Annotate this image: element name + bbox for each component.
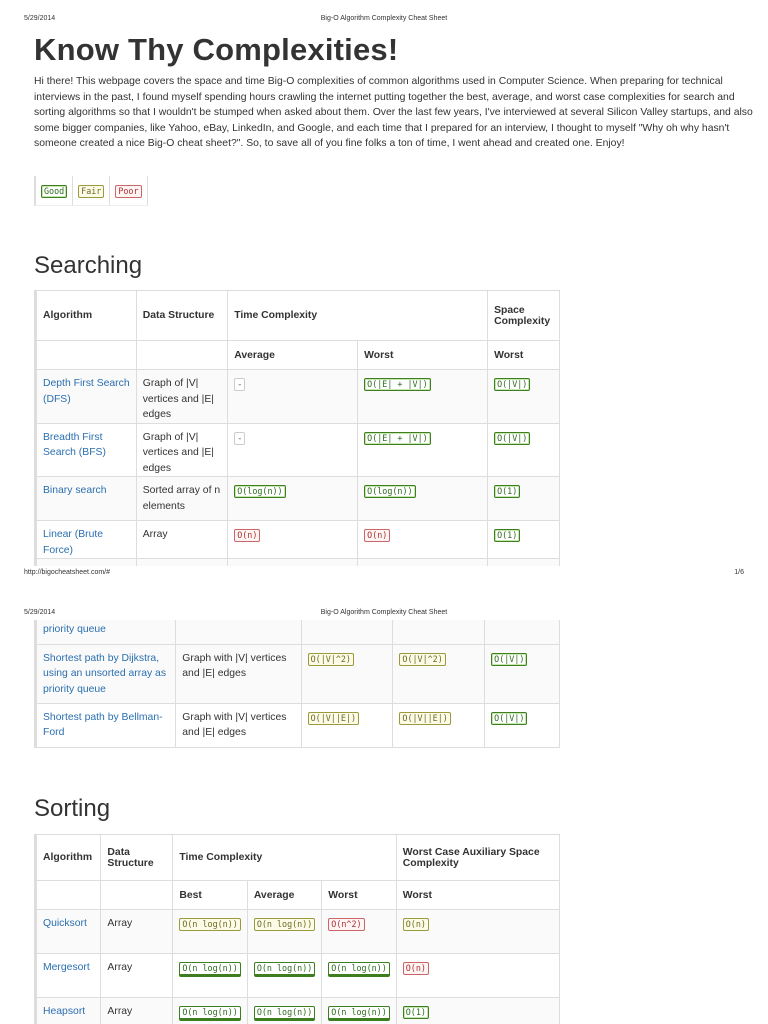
average-cell — [228, 559, 358, 567]
algorithm-cell — [36, 370, 137, 424]
th-best: Best — [173, 881, 247, 910]
worst-badge: O(n) — [364, 529, 390, 542]
algorithm-cell — [36, 644, 176, 703]
algorithm-link[interactable]: Mergesort — [43, 962, 90, 973]
algorithm-link[interactable]: Linear (Brute Force) — [43, 529, 104, 556]
th-time-complexity: Time Complexity — [228, 291, 488, 341]
table-row — [36, 370, 560, 424]
algorithm-link[interactable]: Heapsort — [43, 1006, 86, 1017]
average-badge: O(log(n)) — [234, 485, 285, 498]
worst-cell — [358, 477, 488, 521]
algorithm-link[interactable]: Quicksort — [43, 918, 87, 929]
space-cell — [485, 644, 560, 703]
th-time-complexity: Time Complexity — [173, 835, 396, 881]
th-algorithm: Algorithm — [36, 291, 137, 341]
worst-badge: O(|V||E|) — [399, 712, 450, 725]
row-cont-name — [36, 620, 176, 644]
space-cell — [396, 910, 559, 954]
print-url: http://bigocheatsheet.com/# — [24, 569, 110, 576]
table-row — [36, 423, 560, 477]
page-title: Know Thy Complexities! — [34, 32, 399, 67]
data-structure-text: Graph of |V| vertices and |E| edges — [142, 378, 214, 420]
print-date: 5/29/2014 — [24, 15, 56, 22]
average-badge: O(n log(n)) — [254, 918, 315, 931]
legend-cell-poor — [110, 176, 147, 205]
algorithm-cell — [36, 998, 101, 1024]
table-row — [36, 954, 560, 998]
best-cell — [173, 998, 247, 1024]
algorithm-cell — [36, 423, 137, 477]
data-structure-cell — [176, 644, 301, 703]
space-badge: O(1) — [403, 1006, 429, 1019]
algorithm-link[interactable]: Shortest path by Bellman-Ford — [43, 711, 163, 738]
algorithm-link[interactable]: Shortest path by Dijkstra, using an unsorted array as priority queue — [43, 652, 167, 695]
average-badge: - — [234, 432, 245, 445]
table-row — [36, 644, 560, 703]
data-structure-cell — [136, 559, 227, 567]
th-space-complexity: Worst Case Auxiliary Space Complexity — [396, 835, 559, 881]
table-row — [36, 521, 560, 559]
space-cell — [488, 423, 560, 477]
worst-badge: O(|E| + |V|) — [364, 432, 431, 445]
average-badge: O(|V|^2) — [308, 653, 354, 666]
space-badge: O(|V|) — [494, 378, 530, 391]
best-badge: O(n log(n)) — [179, 1006, 240, 1021]
average-cell — [228, 477, 358, 521]
space-badge: O(|V|) — [494, 432, 530, 445]
algorithm-cell — [36, 954, 101, 998]
page-2 — [0, 620, 768, 1024]
sorting-table — [34, 834, 560, 1024]
searching-subheader-row — [36, 341, 560, 370]
data-structure-text: Array — [107, 1006, 133, 1017]
average-cell — [247, 910, 321, 954]
data-structure-text: Array — [107, 962, 133, 973]
average-cell — [228, 423, 358, 477]
average-badge: O(|V||E|) — [308, 712, 359, 725]
average-badge: O(n log(n)) — [254, 1006, 315, 1021]
table-row — [36, 998, 560, 1024]
sorting-subheader-row — [36, 881, 560, 910]
space-badge: O(|V|) — [491, 653, 527, 666]
row-cont-cell — [176, 620, 301, 644]
space-badge: O(|V|) — [491, 712, 527, 725]
data-structure-cell — [101, 998, 173, 1024]
worst-badge: O(log(n)) — [364, 485, 415, 498]
space-badge: O(1) — [494, 485, 520, 498]
best-badge: O(n log(n)) — [179, 962, 240, 977]
data-structure-cell — [136, 521, 227, 559]
th-data-structure: Data Structure — [136, 291, 227, 341]
space-cell — [488, 521, 560, 559]
space-cell — [396, 954, 559, 998]
best-badge: O(n log(n)) — [179, 918, 240, 931]
data-structure-cell — [101, 910, 173, 954]
row-cont-cell — [301, 620, 393, 644]
print-date: 5/29/2014 — [24, 609, 56, 616]
table-row — [36, 477, 560, 521]
data-structure-text: Array — [107, 918, 133, 929]
best-cell — [173, 954, 247, 998]
data-structure-cell — [136, 423, 227, 477]
th-worst: Worst — [322, 881, 396, 910]
searching-heading: Searching — [34, 252, 143, 279]
data-structure-cell — [136, 370, 227, 424]
print-doc-title: Big-O Algorithm Complexity Cheat Sheet — [320, 609, 448, 616]
data-structure-cell — [136, 477, 227, 521]
space-cell — [396, 998, 559, 1024]
row-cont-cell — [485, 620, 560, 644]
legend-cell-good — [36, 176, 73, 205]
th-blank — [136, 341, 227, 370]
algorithm-cell — [36, 521, 137, 559]
worst-cell — [393, 644, 485, 703]
worst-cell — [393, 703, 485, 747]
worst-cell — [322, 954, 396, 998]
average-cell — [228, 521, 358, 559]
average-badge: O(n log(n)) — [254, 962, 315, 977]
space-cell — [488, 559, 560, 567]
worst-badge: O(|V|^2) — [399, 653, 445, 666]
average-cell — [301, 703, 393, 747]
searching-table-continued — [34, 620, 560, 748]
average-cell — [247, 954, 321, 998]
space-cell — [488, 370, 560, 424]
sorting-header-row — [36, 835, 560, 881]
worst-badge: O(n log(n)) — [328, 962, 389, 977]
data-structure-text: Sorted array of n elements — [142, 485, 221, 512]
algorithm-cell — [36, 559, 137, 567]
space-cell — [485, 703, 560, 747]
th-blank — [36, 341, 137, 370]
space-badge: O(n) — [403, 918, 429, 931]
sorting-heading: Sorting — [34, 795, 111, 822]
data-structure-cell — [101, 954, 173, 998]
table-row — [36, 910, 560, 954]
searching-table — [34, 290, 560, 566]
page-1 — [0, 22, 768, 566]
average-badge: - — [234, 378, 245, 391]
algorithm-link[interactable]: Binary search — [43, 485, 107, 496]
worst-cell — [358, 559, 488, 567]
worst-cell — [322, 910, 396, 954]
th-space-complexity: Space Complexity — [488, 291, 560, 341]
worst-badge: O(n log(n)) — [328, 1006, 389, 1021]
print-page-number: 1/6 — [734, 569, 744, 576]
data-structure-cell — [176, 703, 301, 747]
legend-cell-fair — [73, 176, 110, 205]
space-badge: O(1) — [494, 529, 520, 542]
th-average: Average — [228, 341, 358, 370]
average-cell — [228, 370, 358, 424]
table-row — [36, 620, 560, 644]
best-cell — [173, 910, 247, 954]
algorithm-link-cont[interactable]: priority queue — [43, 624, 106, 635]
th-space-worst: Worst — [396, 881, 559, 910]
table-row — [36, 703, 560, 747]
algorithm-cell — [36, 703, 176, 747]
table-row — [36, 559, 560, 567]
data-structure-text: Graph of |V| vertices and |E| edges — [142, 431, 214, 474]
algorithm-link[interactable]: Depth First Search (DFS) — [43, 378, 130, 405]
average-cell — [247, 998, 321, 1024]
th-blank — [36, 881, 101, 910]
average-badge: O(n) — [234, 529, 260, 542]
algorithm-cell — [36, 910, 101, 954]
legend-fair-badge: Fair — [78, 185, 104, 198]
data-structure-text: Graph with |V| vertices and |E| edges — [182, 711, 287, 738]
searching-header-row — [36, 291, 560, 341]
th-space-worst: Worst — [488, 341, 560, 370]
legend-poor-badge: Poor — [115, 185, 141, 198]
data-structure-text: Array — [142, 529, 168, 540]
th-blank — [101, 881, 173, 910]
complexity-legend — [34, 176, 148, 206]
th-algorithm: Algorithm — [36, 835, 101, 881]
th-data-structure: Data Structure — [101, 835, 173, 881]
worst-badge: O(|E| + |V|) — [364, 378, 431, 391]
worst-badge: O(n^2) — [328, 918, 364, 931]
algorithm-link[interactable]: Breadth First Search (BFS) — [43, 431, 106, 458]
intro-paragraph: Hi there! This webpage covers the space and time Big-O complexities of common algorithms used in Computer Science. When preparing for technical interviews in the past, I found myself spending hours crawling the internet putting together the best, average, and worst case complexities for search and sorting algorithms so that I wouldn't be stumped when asked about them. Over the last few years, I've interviewed at several Silicon Valley startups, and also some bigger companies, like Yahoo, eBay, LinkedIn, and Google, and each time that I prepared for an interview, I thought to myself "Why oh why hasn't someone created a nice Big-O cheat sheet?". So, to save all of you fine folks a ton of time, I went ahead and created one. Enjoy! — [34, 76, 753, 150]
data-structure-text: Graph with |V| vertices and |E| edges — [182, 652, 287, 679]
worst-cell — [322, 998, 396, 1024]
space-cell — [488, 477, 560, 521]
row-cont-cell — [393, 620, 485, 644]
print-doc-title: Big-O Algorithm Complexity Cheat Sheet — [320, 15, 448, 22]
th-average: Average — [247, 881, 321, 910]
algorithm-cell — [36, 477, 137, 521]
worst-cell — [358, 370, 488, 424]
space-badge: O(n) — [403, 962, 429, 975]
worst-cell — [358, 521, 488, 559]
legend-good-badge: Good — [41, 185, 67, 198]
average-cell — [301, 644, 393, 703]
th-worst: Worst — [358, 341, 488, 370]
worst-cell — [358, 423, 488, 477]
